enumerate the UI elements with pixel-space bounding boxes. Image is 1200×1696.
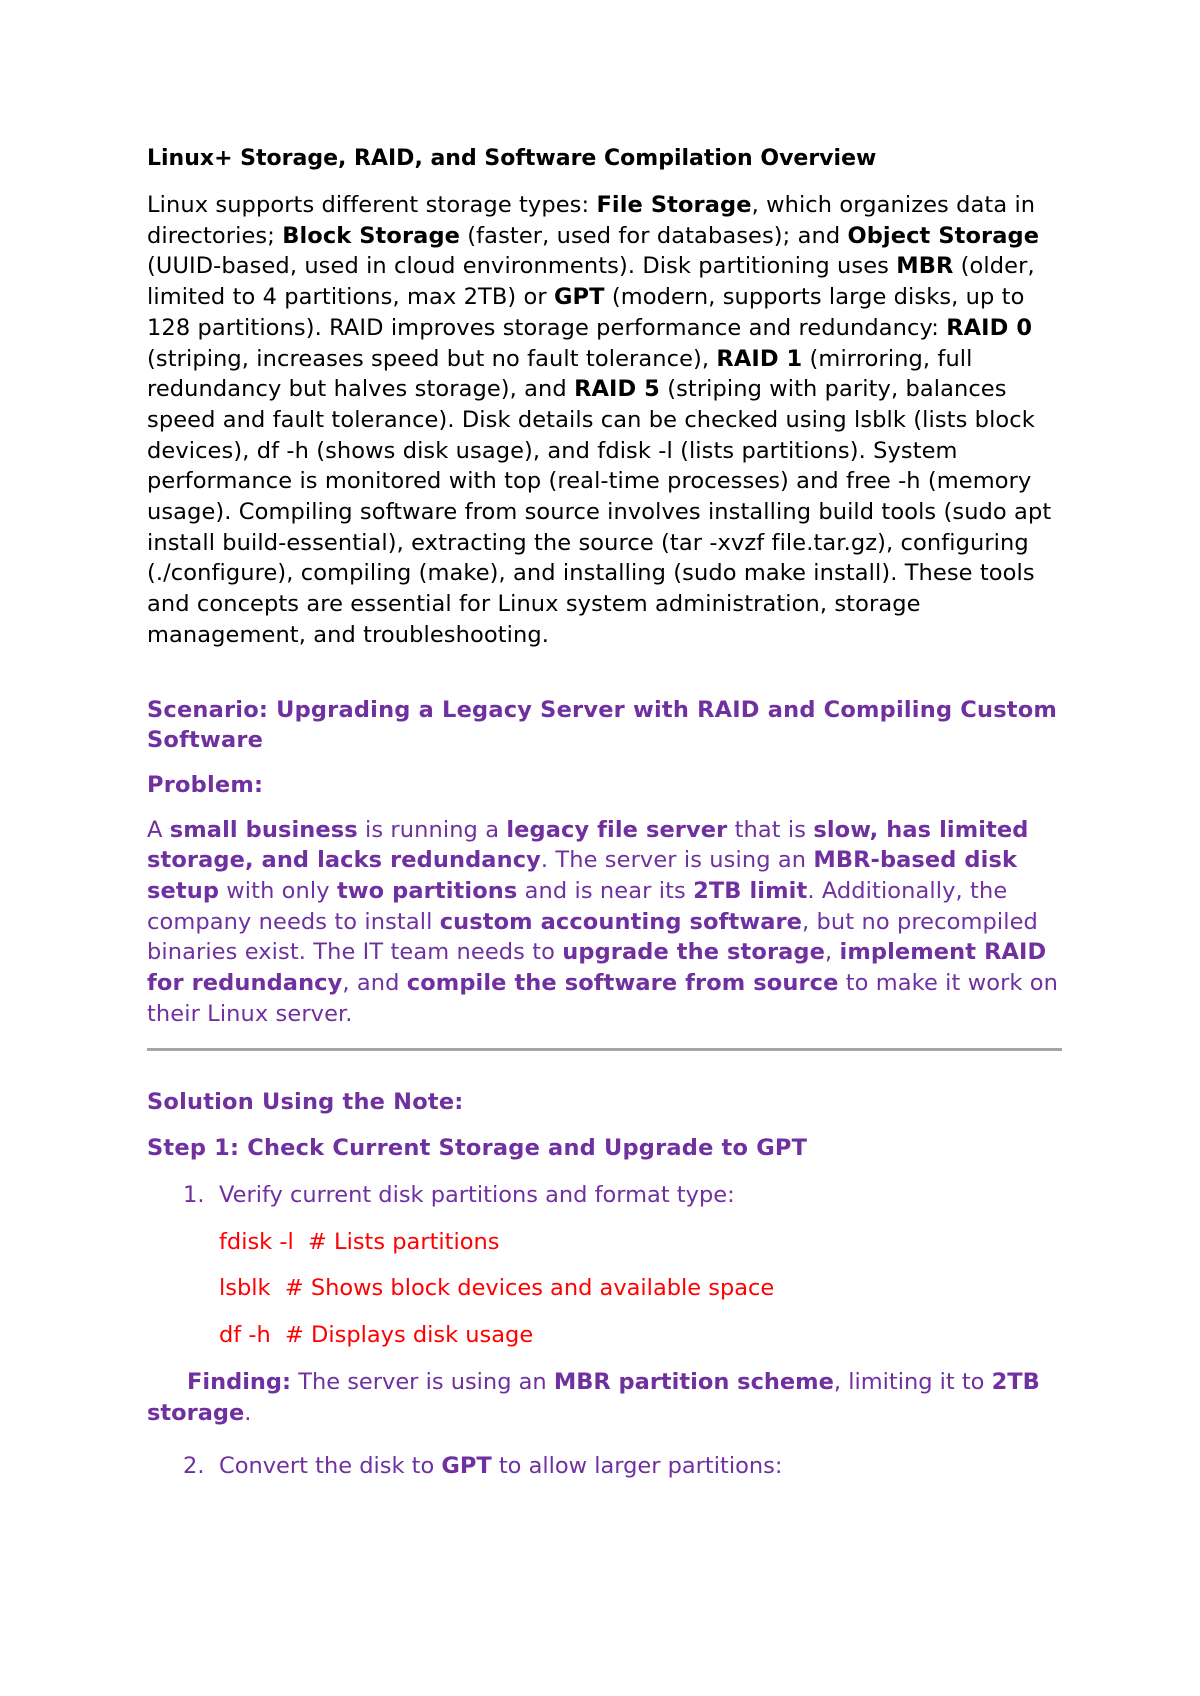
bold-text-run: RAID 0	[946, 314, 1033, 341]
list-item-text	[219, 1451, 782, 1482]
bold-text-run: GPT	[441, 1452, 492, 1479]
bold-text-run: RAID 5	[574, 376, 660, 403]
text-run: to make it work on their Linux server.	[147, 970, 1059, 1027]
bold-text-run: custom accounting software	[439, 908, 803, 935]
bold-text-run: RAID 1	[716, 345, 803, 372]
bold-text-run: 2TB storage	[147, 1368, 1040, 1426]
bold-text-run: two partitions	[336, 878, 518, 905]
text-run: with only	[219, 878, 337, 905]
overview-paragraph	[147, 190, 1062, 651]
bold-text-run: compile the software from source	[406, 970, 839, 997]
list-number: 1.	[183, 1181, 205, 1208]
bold-text-run: upgrade the storage	[562, 939, 825, 966]
bold-text-run: legacy file server	[506, 816, 728, 843]
text-run: (modern, supports large disks, up to 128 partitions). RAID improves storage performance and redundancy:	[147, 284, 1025, 341]
step1-heading: Step 1: Check Current Storage and Upgrade to GPT	[147, 1135, 808, 1162]
solution-heading: Solution Using the Note:	[147, 1088, 464, 1115]
text-run: , limiting it to	[833, 1368, 992, 1395]
bold-text-run: Block Storage	[282, 222, 461, 249]
problem-paragraph	[147, 815, 1062, 1030]
text-run: (UUID-based, used in cloud environments). Disk partitioning uses	[147, 253, 897, 280]
text-run: . Additionally, the company needs to install	[147, 878, 1008, 935]
command-df: df -h # Displays disk usage	[219, 1322, 534, 1349]
text-run: (striping, increases speed but no fault tolerance),	[147, 345, 717, 372]
text-run: Linux supports different storage types:	[147, 192, 597, 218]
problem-heading: Problem:	[147, 771, 264, 798]
document-title: Linux+ Storage, RAID, and Software Compilation Overview	[147, 146, 877, 171]
text-run: , which organizes data in directories;	[147, 192, 1036, 249]
text-run: to allow larger partitions:	[491, 1452, 783, 1479]
text-run: .	[244, 1399, 252, 1426]
bold-text-run: slow, has limited storage, and lacks redundancy	[147, 816, 1029, 874]
text-run: is running a	[357, 816, 507, 843]
bold-text-run: MBR-based disk setup	[147, 847, 1018, 905]
command-fdisk: fdisk -l # Lists partitions	[219, 1228, 500, 1255]
finding-paragraph	[147, 1367, 1062, 1428]
text-run: that is	[727, 816, 814, 843]
text-run: (faster, used for databases); and	[460, 222, 848, 249]
bold-text-run: implement RAID for redundancy	[147, 939, 1047, 997]
list-item-text: Verify current disk partitions and format type:	[219, 1181, 735, 1208]
text-run: . The server is using an	[540, 847, 814, 874]
list-item-2	[147, 1451, 1062, 1482]
text-run: Convert the disk to	[219, 1452, 442, 1479]
text-run: ,	[825, 939, 840, 966]
text-run: The server is using an	[291, 1368, 554, 1395]
text-run: (older, limited to 4 partitions, max 2TB) or	[147, 253, 1035, 311]
text-run: A	[147, 816, 170, 843]
text-run: , and	[342, 970, 407, 997]
bold-text-run: File Storage	[596, 192, 752, 218]
bold-text-run: MBR partition scheme	[553, 1368, 834, 1395]
bold-text-run: MBR	[896, 253, 954, 280]
bold-text-run: Finding:	[187, 1368, 292, 1395]
text-run: , but no precompiled binaries exist. The IT team needs to	[147, 908, 1038, 966]
text-run: (mirroring, full redundancy but halves storage), and	[147, 345, 973, 403]
list-item-1	[147, 1180, 1062, 1211]
bold-text-run: 2TB limit	[693, 878, 808, 905]
text-run: and is near its	[517, 878, 694, 905]
list-number: 2.	[183, 1452, 205, 1479]
command-lsblk: lsblk # Shows block devices and available space	[219, 1275, 775, 1302]
scenario-heading: Scenario: Upgrading a Legacy Server with RAID and Compiling Custom Software	[147, 696, 1058, 754]
bold-text-run: small business	[169, 816, 358, 843]
bold-text-run: Object Storage	[847, 222, 1040, 249]
text-run: (striping with parity, balances speed and fault tolerance). Disk details can be checked using lsblk (lists block devices), df -h (shows disk usage), and fdisk -l (lists partitions). System performance is monitored with top (real-time processes) and free -h (memory usage). Compiling software from source involves installing build tools (sudo apt install build-essential), extracting the source (tar -xvzf file.tar.gz), configuring (./configure), compiling (make), and installing (sudo make install). These tools and concepts are essential for Linux system administration, storage management, and troubleshooting.	[147, 376, 1052, 648]
bold-text-run: GPT	[553, 284, 605, 311]
